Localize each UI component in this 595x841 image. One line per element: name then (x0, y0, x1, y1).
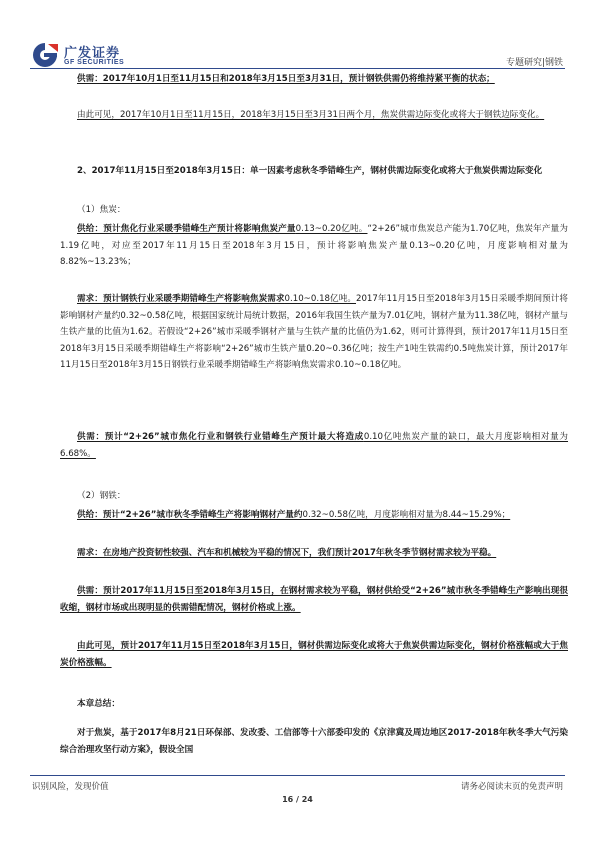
paragraph-steel-demand (60, 545, 568, 562)
company-logo (30, 40, 150, 70)
logo-en-text: GF SECURITIES (64, 59, 125, 66)
text-summary-title: 本章总结： (77, 699, 120, 709)
text-steel-demand: 需求：在房地产投资韧性较强、汽车和机械较为平稳的情况下，我们预计2017年秋冬季节钢材需求较为平稳。 (77, 548, 497, 558)
footer-divider (30, 775, 565, 776)
section-heading-2 (60, 163, 568, 180)
coke-supply-bold: 供给：预计焦化行业采暖季错峰生产预计将影响焦炭产量 (77, 224, 296, 234)
paragraph-coke-demand (60, 291, 568, 374)
paragraph-coke-supply (60, 221, 568, 271)
text-heading: 2、2017年11月15日至2018年3月15日：单一因素考虑秋冬季错峰生产，钢材供需边际变化或将大于焦炭供需边际变化 (77, 166, 543, 176)
paragraph-supply-demand-1 (60, 71, 568, 88)
text-steel-balance: 供需：预计2017年11月15日至2018年3月15日，在钢材需求较为平稳，钢材供给受“2+26”城市秋冬季错峰生产影响出现很收缩，钢材市场或出现明显的供需错配情况，钢材价格或上涨。 (60, 586, 568, 613)
paragraph-steel-balance (60, 583, 568, 616)
coke-supply-value: 0.13~0.20亿吨。 (295, 224, 368, 234)
coke-demand-bold: 需求：预计钢铁行业采暖季期错峰生产将影响焦炭需求 (77, 294, 285, 304)
logo-cn-text: 广发证券 (64, 46, 121, 61)
summary-title (60, 696, 568, 713)
text-summary: 对于焦炭，基于2017年8月21日环保部、发改委、工信部等十六部委印发的《京津冀及周边地区2017-2018年秋冬季大气污染综合治理攻坚行动方案》，假设全国 (60, 728, 568, 755)
text-subheading: （2）钢铁： (77, 491, 126, 501)
paragraph-coke-balance (60, 429, 568, 462)
subheading-coke (60, 202, 568, 219)
text-subheading: （1）焦炭： (77, 205, 126, 215)
page-number: 16 / 24 (282, 795, 313, 804)
gf-logo-icon (30, 40, 60, 70)
coke-balance-bold: 供需：预计“2+26”城市焦化行业和钢铁行业错峰生产预计最大将造成 (77, 432, 364, 442)
coke-demand-value: 0.10~0.18亿吨。 (284, 294, 356, 304)
steel-supply-bold: 供给：预计“2+26”城市秋冬季错峰生产将影响钢材产量约 (77, 510, 303, 520)
text-plain: 由此可见，2017年10月1日至11月15日，2018年3月15日至3月31日两个月，焦炭供需边际变化或将大于钢铁边际变化。 (77, 110, 545, 120)
header-divider (30, 68, 565, 69)
footer-disclaimer-note: 请务必阅读末页的免责声明 (460, 782, 563, 792)
coke-demand-rest: 2017年11月15日至2018年3月15日采暖季期间预计将影响钢材产量约0.32~0.58亿吨，根据国家统计局统计数据，2016年我国生铁产量为7.01亿吨，钢材产量为11.38亿吨，钢材产量与生铁产量的比值为1.62。若假设“2+26”城市采暖季钢材产量与生铁产量的比值仍为1.62，则可计算得到，预计2017年11月15日至2018年3月15日采暖季期错峰生产将影响“2+26”城市生铁产量0.20~0.36亿吨；按生产1吨生铁需约0.5吨焦炭计算，预计2017年11月15日至2018年3月15日钢铁行业采暖季期错峰生产将影响焦炭需求0.10~0.18亿吨。 (60, 294, 568, 370)
coke-supply-rest: “2+26”城市焦炭总产能为1.70亿吨，焦炭年产量为1.19亿吨，对应至2017年11月15日至2018年3月15日，预计将影响焦炭产量0.13~0.20亿吨，月度影响相对量为8.82%~13.23%； (60, 224, 568, 267)
paragraph-steel-supply (60, 507, 568, 524)
paragraph-conclusion (60, 638, 568, 671)
paragraph-thus (60, 107, 568, 124)
text-conclusion: 由此可见，预计2017年11月15日至2018年3月15日，钢材供需边际变化或将大于焦炭供需边际变化，钢材价格涨幅或大于焦炭价格涨幅。 (60, 641, 568, 668)
text-bold: 供需：2017年10月1日至11月15日和2018年3月15日至3月31日，预计钢铁供需仍将维持紧平衡的状态； (77, 74, 495, 84)
footer-slogan: 识别风险，发现价值 (32, 782, 109, 792)
coke-balance-value: 0.10亿吨焦炭产量的缺口，最大月度影响相对量为6.68%。 (60, 432, 569, 459)
paragraph-summary (60, 725, 568, 758)
subheading-steel (60, 488, 568, 505)
header-section-label: 专题研究|钢铁 (505, 58, 563, 68)
steel-supply-value: 0.32~0.58亿吨，月度影响相对量为8.44~15.29%； (302, 510, 511, 520)
